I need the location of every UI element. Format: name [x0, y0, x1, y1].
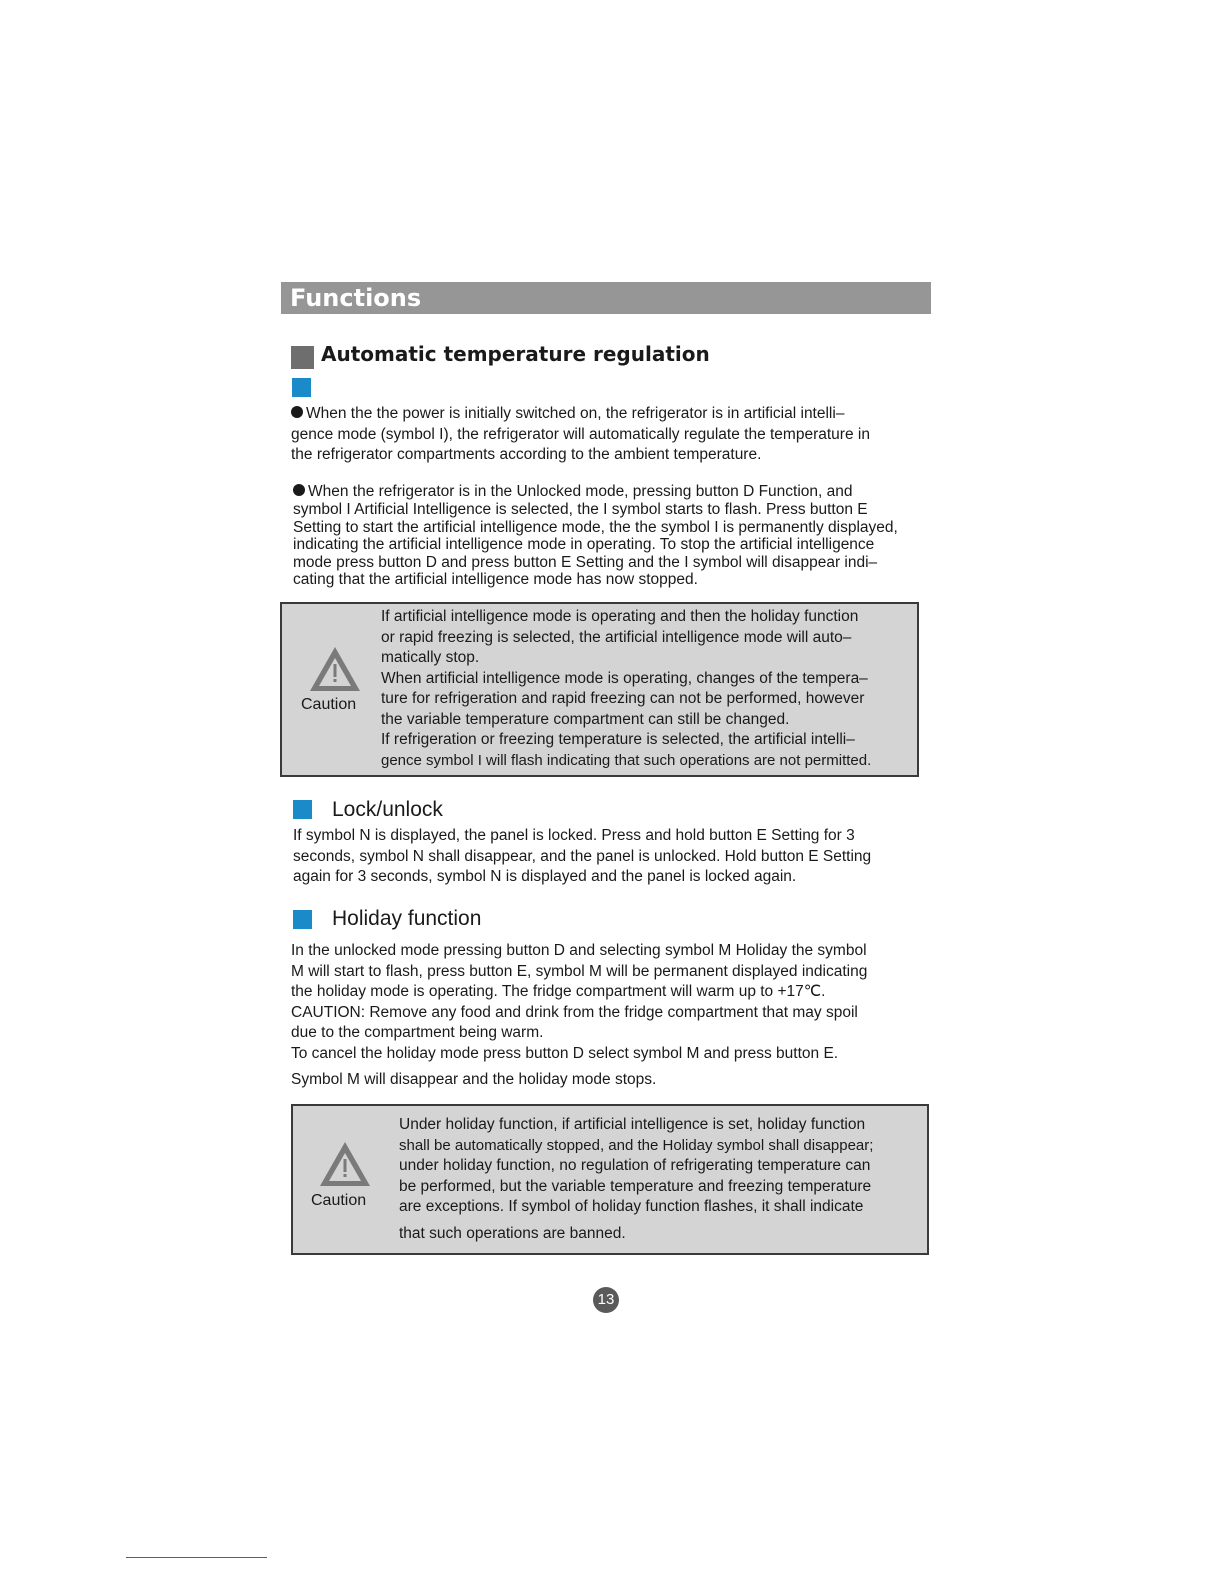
holiday-section-marker-icon: [293, 910, 312, 929]
caution-label: Caution: [311, 1192, 367, 1209]
section-marker-icon: [291, 346, 314, 369]
warning-triangle-icon: [317, 1139, 373, 1189]
caution-label: Caution: [301, 696, 357, 713]
section-heading-auto: Automatic temperature regulation: [321, 342, 710, 366]
caution-box-ai: [280, 602, 919, 777]
section-heading-lock: Lock/unlock: [332, 798, 443, 821]
warning-triangle-icon: [307, 644, 363, 694]
auto-paragraph-2: When the refrigerator is in the Unlocked mode, pressing button D Function, and symbol I Artificial Intelligence is selected, the I symbol starts to flash. Press button E Setting to start the artificial intelligence mode, the the symbol I is permanently displayed, indicating the artificial intelligence mode in operating. To stop the artificial intelligence mode press button D and press button E Setting and the I symbol will disappear indi– cating that the artificial intelligence mode has now stopped.: [293, 483, 898, 588]
bullet-icon: [293, 484, 305, 496]
holiday-paragraph: In the unlocked mode pressing button D and selecting symbol M Holiday the symbol M will start to flash, press button E, symbol M will be permanent displayed indicating the holiday mode is operating. The fridge compartment will warm up to +17℃. CAUTION: Remove any food and drink from the fridge compartment that may spoil due to the compartment being warm. To cancel the holiday mode press button D select symbol M and press button E. Symbol M will disappear and the holiday mode stops.: [291, 942, 868, 1088]
page-title: Functions: [290, 284, 422, 312]
footer-divider: [126, 1557, 267, 1558]
caution-box-holiday: [291, 1104, 929, 1255]
lock-section-marker-icon: [293, 800, 312, 819]
functions-banner: [281, 282, 931, 314]
bullet-icon: [291, 406, 303, 418]
section-heading-holiday: Holiday function: [332, 907, 482, 930]
page-number: 13: [593, 1287, 619, 1313]
subsection-marker-icon: [292, 378, 311, 397]
caution-text: Under holiday function, if artificial intelligence is set, holiday function shall be automatically stopped, and the Holiday symbol shall disappear; under holiday function, no regulation of refrigerating temperature can be performed, but the variable temperature and freezing temperature are exceptions. If symbol of holiday function flashes, it shall indicate that such operations are banned.: [399, 1116, 874, 1242]
lock-paragraph: If symbol N is displayed, the panel is locked. Press and hold button E Setting for 3 seconds, symbol N shall disappear, and the panel is unlocked. Hold button E Setting again for 3 seconds, symbol N is displayed and the panel is locked again.: [293, 827, 872, 885]
auto-paragraph-1: When the the power is initially switched on, the refrigerator is in artificial intelli– gence mode (symbol I), the refrigerator will automatically regulate the temperature in the refrigerator compartments according to the ambient temperature.: [291, 405, 870, 463]
caution-text: If artificial intelligence mode is operating and then the holiday function or rapid freezing is selected, the artificial intelligence mode will auto– matically stop. When artificial intelligence mode is operating, changes of the tempera– ture for refrigeration and rapid freezing can not be performed, however the variable temperature compartment can still be changed. If refrigeration or freezing temperature is selected, the artificial intelli– gence symbol I will flash indicating that such operations are not permitted.: [381, 608, 872, 769]
